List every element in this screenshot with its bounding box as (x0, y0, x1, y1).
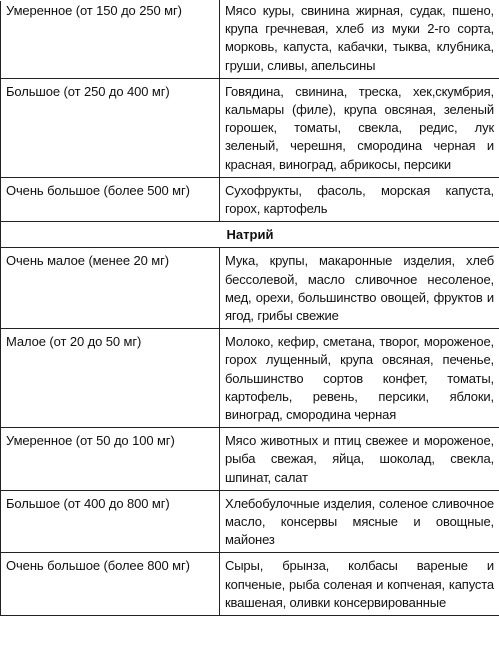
content-level-cell: Очень малое (менее 20 мг) (1, 248, 220, 329)
foods-list-cell: Сухофрукты, фасоль, морская капуста, горох, картофель (220, 177, 499, 221)
content-level-cell: Умеренное (от 50 до 100 мг) (1, 428, 220, 491)
foods-list-cell: Говядина, свинина, треска, хек,скумбрия, кальмары (филе), крупа овсяная, зеленый горошек, томаты, свекла, редис, лук зеленый, черешня, смородина черная и красная, виноград, абрикосы, персики (220, 78, 499, 177)
foods-list-cell: Сыры, брынза, колбасы вареные и копченые, рыба соленая и копченая, капуста квашеная, оливки консервированные (220, 553, 499, 616)
foods-list-cell: Хлебобулочные изделия, соленое сливочное масло, консервы мясные и овощные, майонез (220, 490, 499, 553)
table-row (1, 78, 499, 177)
table-row (1, 177, 499, 221)
foods-list-cell: Мясо животных и птиц свежее и мороженое, рыба свежая, яйца, шоколад, свекла, шпинат, салат (220, 428, 499, 491)
content-level-cell: Умеренное (от 150 до 250 мг) (1, 1, 220, 79)
table-row (1, 329, 499, 428)
foods-list-cell: Мясо куры, свинина жирная, судак, пшено, крупа гречневая, хлеб из муки 2-го сорта, морковь, капуста, кабачки, тыква, клубника, груши, сливы, апельсины (220, 1, 499, 79)
table-row (1, 428, 499, 491)
foods-list-cell: Молоко, кефир, сметана, творог, мороженое, горох лущенный, крупа овсяная, печенье, большинство сортов конфет, томаты, картофель, ревень, персики, яблоки, виноград, смородина черная (220, 329, 499, 428)
content-level-cell: Очень большое (более 500 мг) (1, 177, 220, 221)
content-level-cell: Большое (от 250 до 400 мг) (1, 78, 220, 177)
sodium-section-header: Натрий (1, 222, 499, 248)
content-level-cell: Малое (от 20 до 50 мг) (1, 329, 220, 428)
table-row (1, 248, 499, 329)
content-level-cell: Большое (от 400 до 800 мг) (1, 490, 220, 553)
section-header-row (1, 222, 499, 248)
content-level-cell: Очень большое (более 800 мг) (1, 553, 220, 616)
table-row (1, 553, 499, 616)
table-row (1, 1, 499, 79)
foods-list-cell: Мука, крупы, макаронные изделия, хлеб бессолевой, масло сливочное несоленое, мед, орехи, большинство овощей, фруктов и ягод, грибы свежие (220, 248, 499, 329)
table-row (1, 490, 499, 553)
